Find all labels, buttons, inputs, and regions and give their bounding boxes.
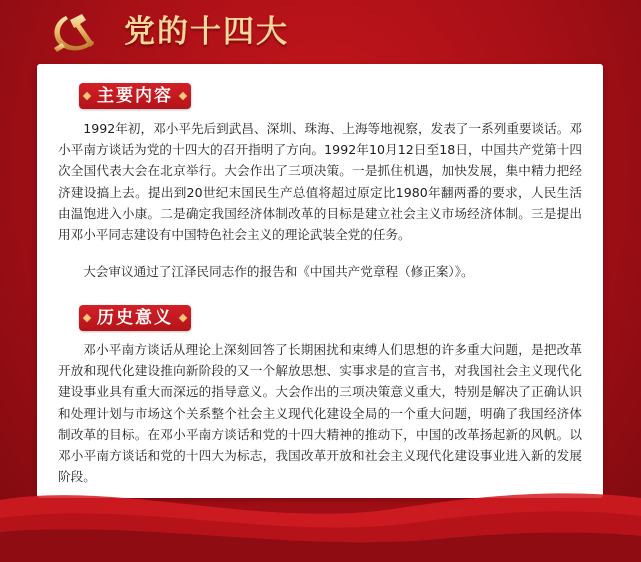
section-tag-historical-significance: 历史意义	[79, 305, 191, 331]
content-card	[37, 64, 603, 498]
decorative-red-ribbon	[0, 470, 641, 562]
page-title: 党的十四大	[124, 14, 289, 50]
section-tag-main-content: 主要内容	[79, 83, 191, 109]
hammer-sickle-icon	[44, 10, 106, 56]
main-content-paragraph-2: 大会审议通过了江泽民同志作的报告和《中国共产党章程（修正案）》。	[83, 264, 474, 279]
main-content-paragraph-1: 1992年初，邓小平先后到武昌、深圳、珠海、上海等地视察，发表了一系列重要谈话。邓小平南方谈话为党的十四大的召开指明了方向。1992年10月12日至18日，中国共产党第十四次全国代表大会在北京举行。大会作出了三项决策。一是抓住机遇，加快发展，集中精力把经济建设搞上去。提出到20世纪末国民生产总值将超过原定比1980年翻两番的要求，人民生活由温饱进入小康。二是确定我国经济体制改革的目标是建立社会主义市场经济体制。三是提出用邓小平同志建设有中国特色社会主义的理论武装全党的任务。	[58, 121, 582, 243]
header	[0, 0, 641, 64]
history-paragraph-1: 邓小平南方谈话从理论上深刻回答了长期困扰和束缚人们思想的许多重大问题，是把改革开放和现代化建设推向新阶段的又一个解放思想、实事求是的宣言书，对我国社会主义现代化建设事业具有重大而深远的指导意义。大会作出的三项决策意义重大，特别是解决了正确认识和处理计划与市场这个关系整个社会主义现代化建设全局的一个重大问题，明确了我国经济体制改革的目标。在邓小平南方谈话和党的十四大精神的推动下，中国的改革扬起新的风帆。以邓小平南方谈话和党的十四大为标志，我国改革开放和社会主义现代化建设事业进入新的发展阶段。	[58, 342, 582, 485]
